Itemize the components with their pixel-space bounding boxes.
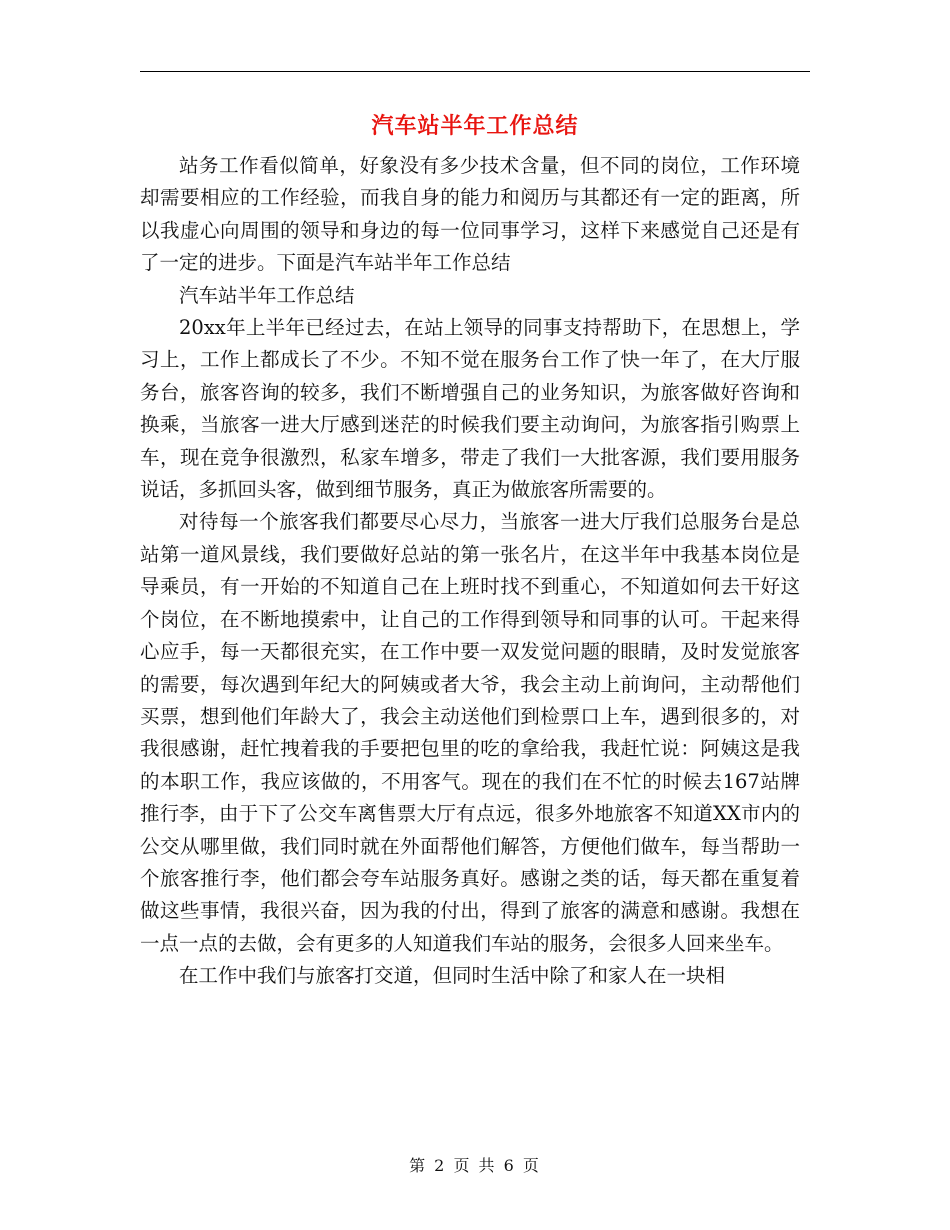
paragraph-subtitle: 汽车站半年工作总结 (179, 283, 355, 307)
document-body (140, 150, 800, 993)
paragraph-1: 20xx年上半年已经过去，在站上领导的同事支持帮助下，在思想上，学习上，工作上都成长了不少。不知不觉在服务台工作了快一年了，在大厅服务台，旅客咨询的较多，我们不断增强自己的业务知识，为旅客做好咨询和换乘，当旅客一进大厅感到迷茫的时候我们要主动询问，为旅客指引购票上车，现在竞争很激烈，私家车增多，带走了我们一大批客源，我们要用服务说话，多抓回头客，做到细节服务，真正为做旅客所需要的。 (140, 316, 800, 502)
page-footer: 第 2 页 共 6 页 (409, 1156, 541, 1175)
paragraph-2: 对待每一个旅客我们都要尽心尽力，当旅客一进大厅我们总服务台是总站第一道风景线，我们要做好总站的第一张名片，在这半年中我基本岗位是导乘员，有一开始的不知道自己在上班时找不到重心，不知道如何去干好这个岗位，在不断地摸索中，让自己的工作得到领导和同事的认可。干起来得心应手，每一天都很充实，在工作中要一双发觉问题的眼睛，及时发觉旅客的需要，每次遇到年纪大的阿姨或者大爷，我会主动上前询问，主动帮他们买票，想到他们年龄大了，我会主动送他们到检票口上车，遇到很多的，对我很感谢，赶忙拽着我的手要把包里的吃的拿给我，我赶忙说：阿姨这是我的本职工作，我应该做的，不用客气。现在的我们在不忙的时候去167站牌推行李，由于下了公交车离售票大厅有点远，很多外地旅客不知道XX市内的公交从哪里做，我们同时就在外面帮他们解答，方便他们做车，每当帮助一个旅客推行李，他们都会夸车站服务真好。感谢之类的话，每天都在重复着做这些事情，我很兴奋，因为我的付出，得到了旅客的满意和感谢。我想在一点一点的去做，会有更多的人知道我们车站的服务，会很多人回来坐车。 (140, 510, 800, 955)
document-title: 汽车站半年工作总结 (371, 113, 579, 139)
paragraph-intro: 站务工作看似简单，好象没有多少技术含量，但不同的岗位，工作环境却需要相应的工作经验，而我自身的能力和阅历与其都还有一定的距离，所以我虚心向周围的领导和身边的每一位同事学习，这样下来感觉自己还是有了一定的进步。下面是汽车站半年工作总结 (140, 154, 800, 275)
header-rule (140, 71, 810, 72)
paragraph-3: 在工作中我们与旅客打交道，但同时生活中除了和家人在一块相 (179, 964, 726, 988)
